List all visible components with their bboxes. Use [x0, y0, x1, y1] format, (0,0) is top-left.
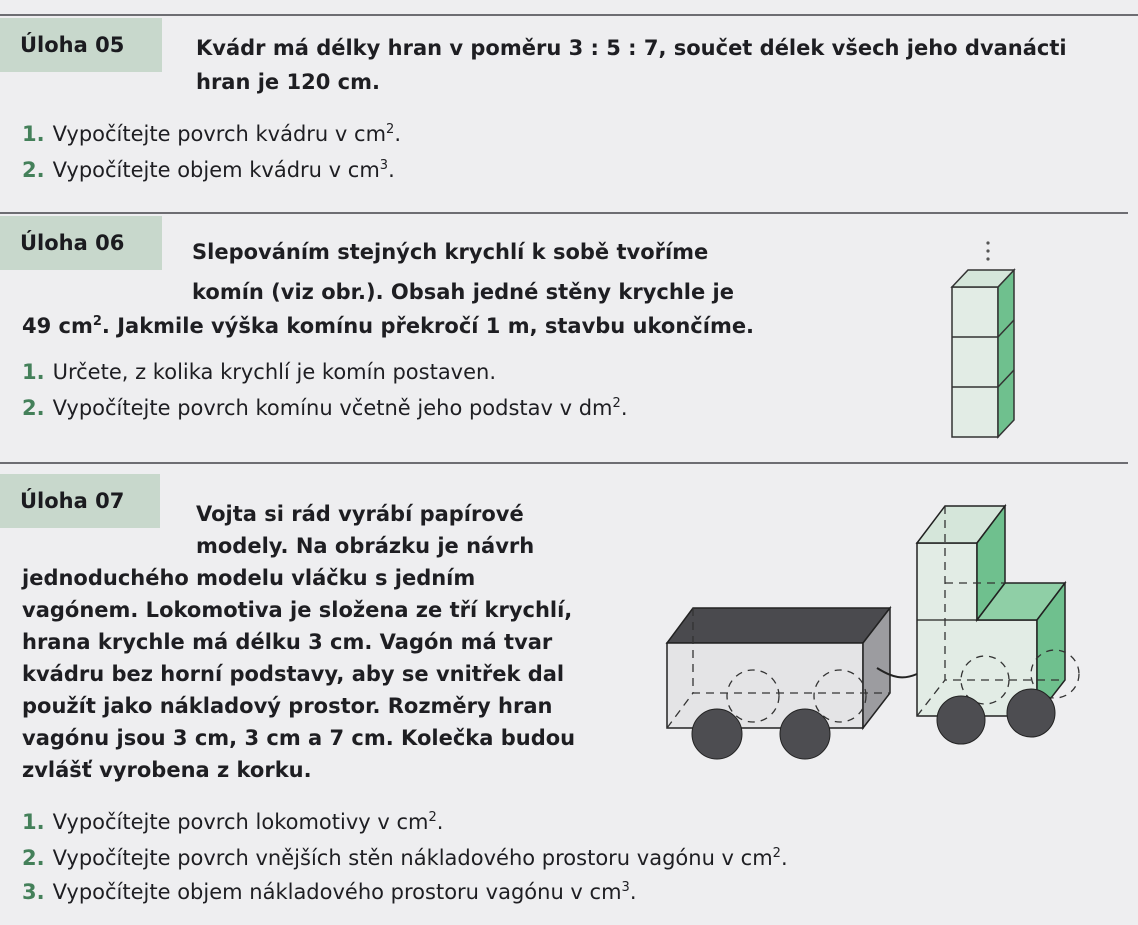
section-rule-06 [0, 212, 1128, 214]
wagon-front-face [667, 643, 863, 728]
wagon-front-wheel [692, 709, 742, 759]
task-07-line2: modely. Na obrázku je návrh [196, 534, 535, 558]
wagon-front-wheel [780, 709, 830, 759]
task-05-intro-line1: Kvádr má délky hran v poměru 3 : 5 : 7, součet délek všech jeho dvanácti [196, 36, 1067, 60]
task-07-line9: zvlášť vyrobena z korku. [22, 758, 312, 782]
section-rule-05 [0, 14, 1138, 16]
task-07-question-2: 2. Vypočítejte povrch vnějších stěn nákladového prostoru vagónu v $cm^2$. [22, 846, 788, 870]
task-07-line5: hrana krychle má délku 3 cm. Vagón má tvar [22, 630, 553, 654]
task-label-05: Úloha 05 [0, 18, 162, 72]
chimney-continuation-dots [986, 241, 989, 260]
task-07-question-3: 3. Vypočítejte objem nákladového prostoru vagónu v $cm^3$. [22, 880, 637, 904]
task-label-07: Úloha 07 [0, 474, 160, 528]
task-06-line2: komín (viz obr.). Obsah jedné stěny krychle je [192, 280, 735, 304]
task-05-intro-line2: hran je 120 cm. [196, 70, 380, 94]
locomotive-front-wheel [1007, 689, 1055, 737]
task-07-line7: použít jako nákladový prostor. Rozměry hran [22, 694, 553, 718]
task-06-question-1: 1. Určete, z kolika krychlí je komín postaven. [22, 360, 497, 384]
task-07-question-1: 1. Vypočítejte povrch lokomotivy v $cm^2$. [22, 810, 444, 834]
chimney-front-face [952, 287, 998, 437]
train-figure [655, 498, 1110, 768]
task-07-line1: Vojta si rád vyrábí papírové [196, 502, 524, 526]
task-05-question-2: 2. Vypočítejte objem kvádru v $cm^3$. [22, 158, 395, 182]
task-06-question-2: 2. Vypočítejte povrch komínu včetně jeho podstav v $dm^2$. [22, 396, 628, 420]
task-07-line6: kvádru bez horní podstavy, aby se vnitřek dal [22, 662, 565, 686]
locomotive-front-wheel [937, 696, 985, 744]
task-label-06: Úloha 06 [0, 216, 162, 270]
wagon-top-opening [667, 608, 890, 643]
task-05-question-1: 1. Vypočítejte povrch kvádru v $cm^2$. [22, 122, 401, 146]
task-06-line3: 49 $cm^2$. Jakmile výška komínu překročí 1 m, stavbu ukončíme. [22, 314, 755, 338]
task-07-line8: vagónu jsou 3 cm, 3 cm a 7 cm. Kolečka budou [22, 726, 576, 750]
chimney-figure [940, 235, 1030, 445]
task-07-line4: vagónem. Lokomotiva je složena ze tří krychlí, [22, 598, 573, 622]
section-rule-07 [0, 462, 1128, 464]
task-06-line1: Slepováním stejných krychlí k sobě tvoříme [192, 240, 709, 264]
chimney-side-face [998, 270, 1014, 437]
task-07-line3: jednoduchého modelu vláčku s jedním [22, 566, 476, 590]
